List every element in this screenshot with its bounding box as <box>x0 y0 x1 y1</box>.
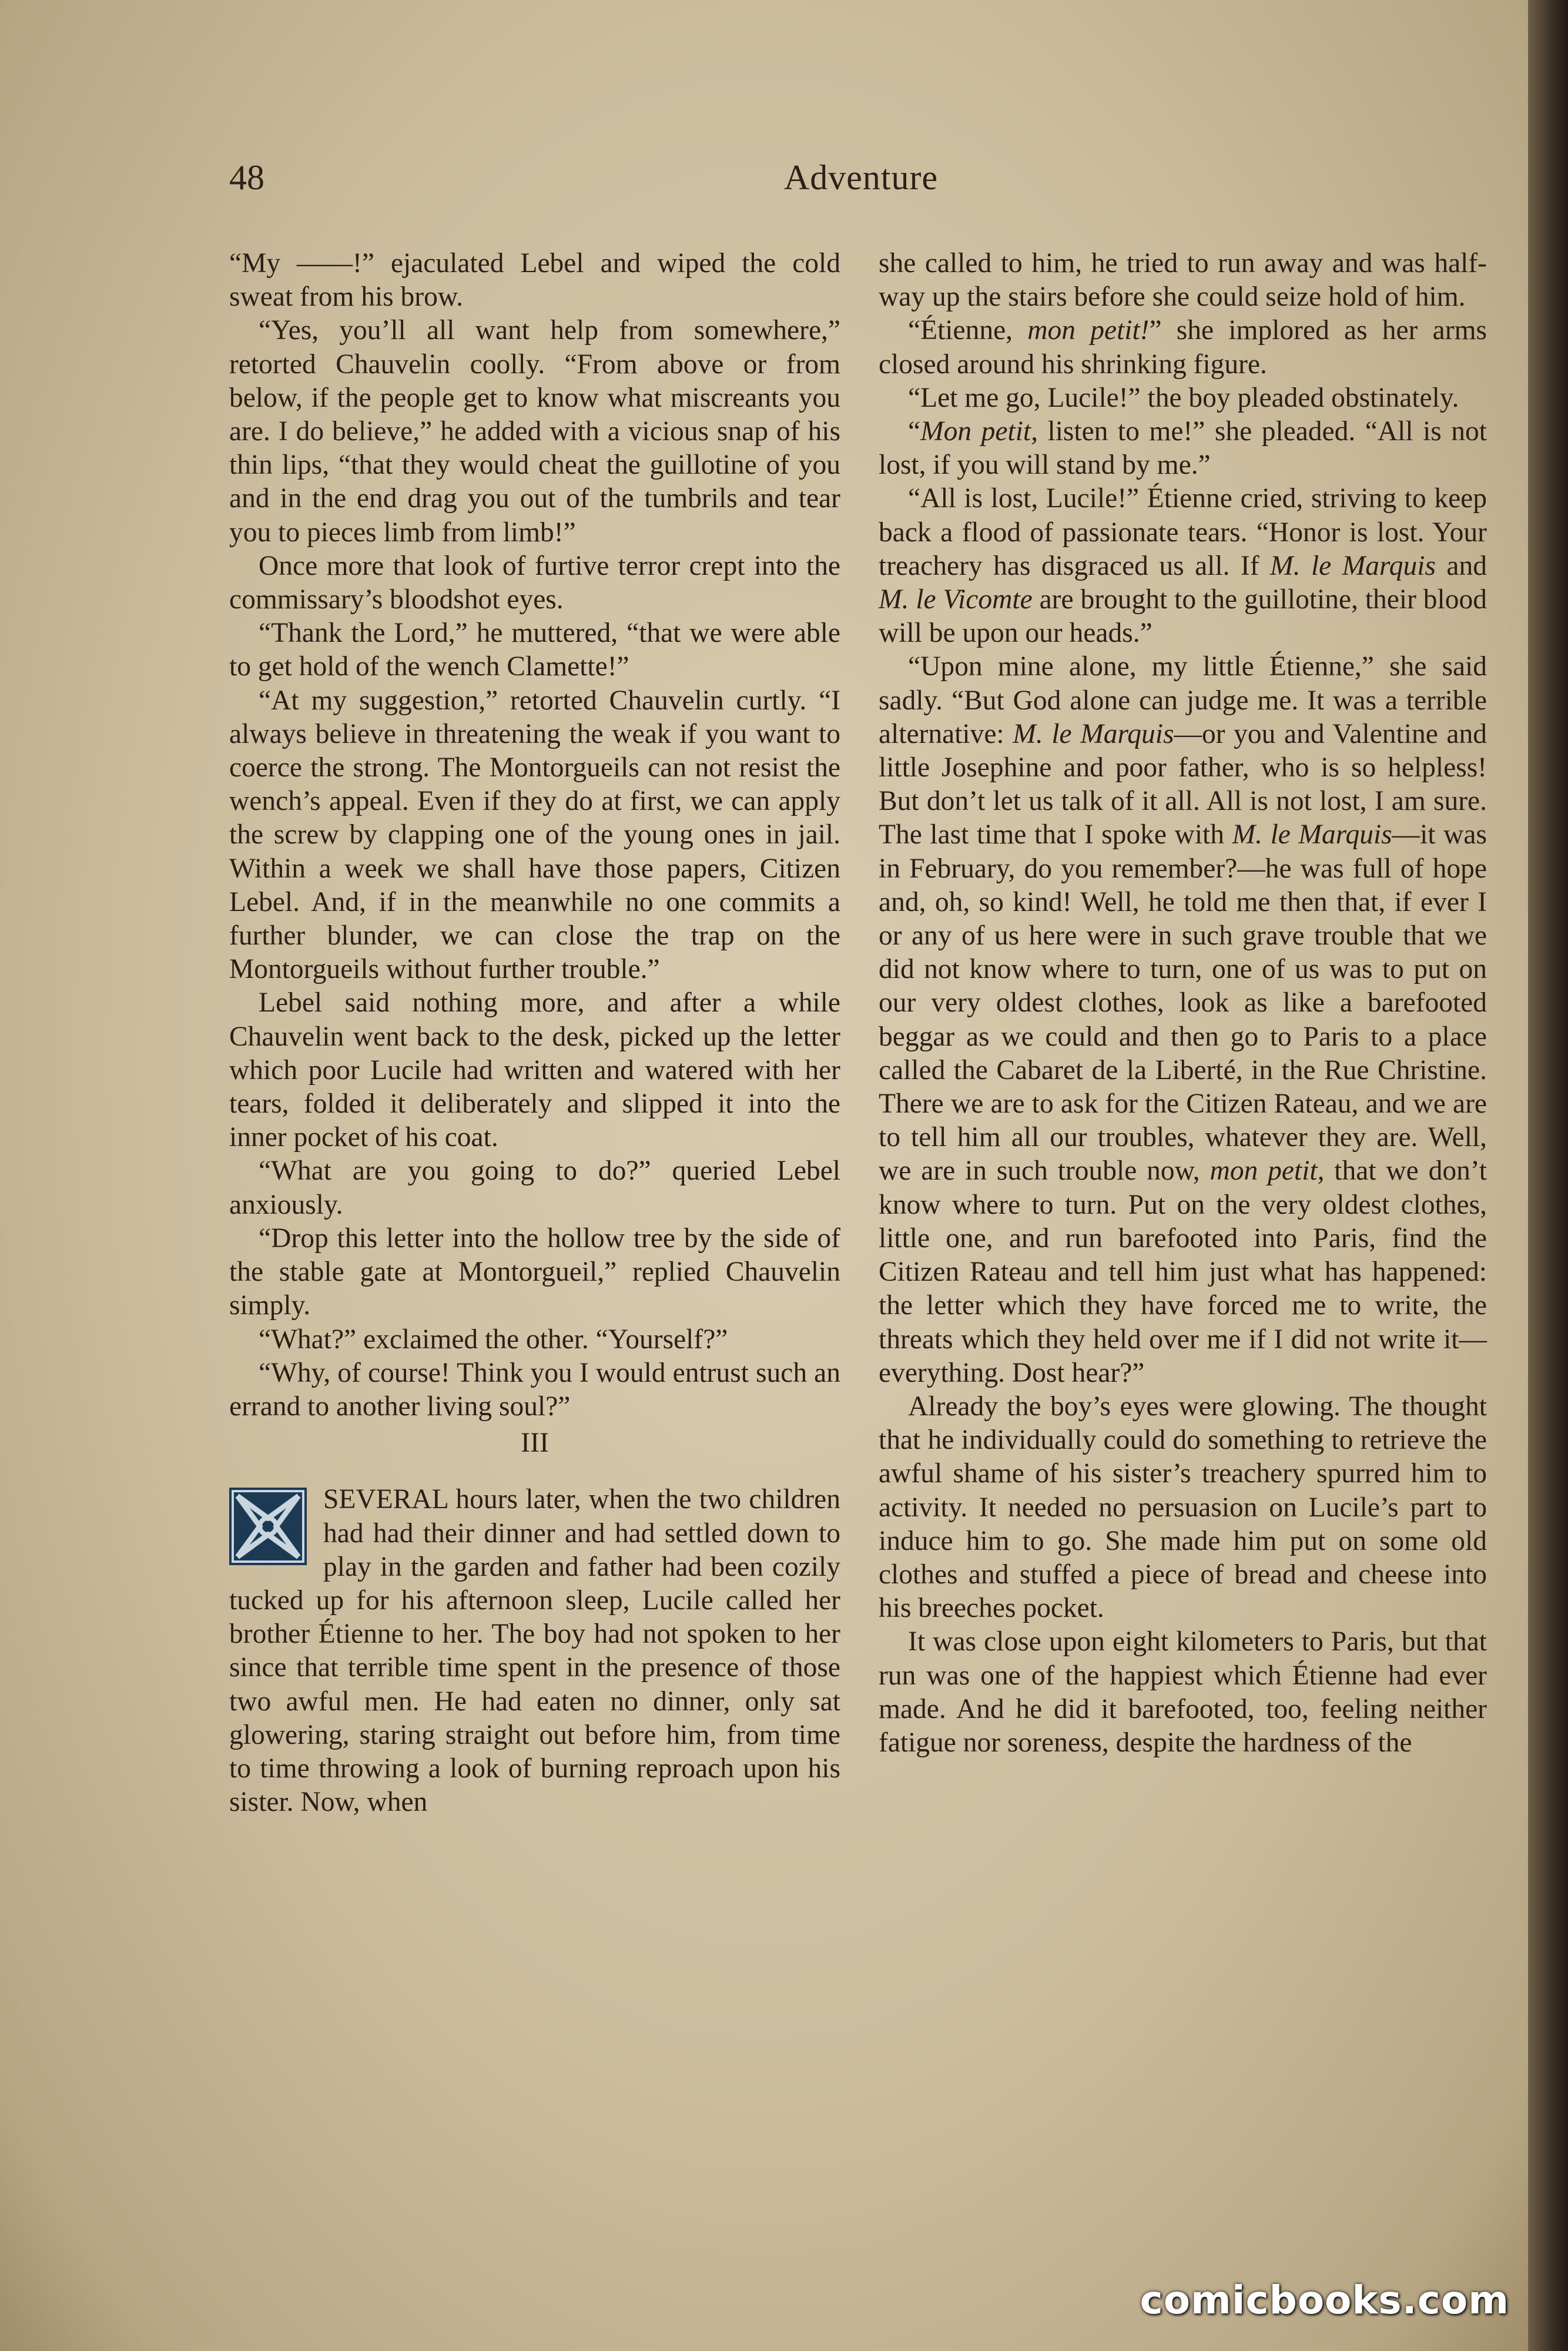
text-run: —it was in February, do you remember?—he was full of hope and, oh, so kind! Well, he told me then that, if ever I or any of us here were in such grave trouble that we did not know where to turn, one of us was to put on our very oldest clothes, look as like a barefooted beggar as we could and then go to Paris to a place called the Cabaret de la Liberté, in the Rue Christine. There we are to ask for the Citizen Rateau, and we are to tell him all our troubles, whatever they are. Well, we are in such trouble now, <box>879 819 1487 1187</box>
page-header <box>229 158 1493 222</box>
italic-text: mon petit! <box>1027 315 1150 346</box>
ornamental-initial-icon <box>229 1488 307 1565</box>
paragraph <box>879 314 1487 381</box>
italic-text: M. le Vicomte <box>879 584 1033 615</box>
section-heading: III <box>521 1427 549 1459</box>
text-run: —or you and Valentine and little Josephine and poor father, who is so helpless! But don’t let us talk of it all. All is not lost, I am sure. The last time that I spoke with <box>879 718 1487 850</box>
text-run: and <box>1435 550 1487 581</box>
binding-spine <box>1528 0 1568 2351</box>
paragraph: “Drop this letter into the hollow tree by the side of the stable gate at Montorgueil,” replied Chauvelin simply. <box>229 1223 840 1321</box>
page-number: 48 <box>229 158 264 197</box>
text-run: listen to me!” she pleaded. “All is not lost, if you will stand by me.” <box>879 416 1487 481</box>
italic-text: mon petit, <box>1209 1156 1325 1187</box>
paragraph <box>879 482 1487 650</box>
paragraph: “My ——!” ejaculated Lebel and wiped the cold sweat from his brow. <box>229 248 840 313</box>
italic-text: M. le Marquis <box>1270 550 1436 581</box>
paragraph <box>879 415 1487 482</box>
paragraph: she called to him, he tried to run away and was half-way up the stairs before she could seize hold of him. <box>879 248 1487 313</box>
section-opening-text: hours later, when the two children had had their dinner and had settled down to play in the garden and father had been cozily tucked up for his afternoon sleep, Lucile called her brother Étienne to her. The boy had not spoken to her since that terrible time spent in the presence of those two awful men. He had eaten no dinner, only sat glowering, staring straight out before him, from time to time throwing a look of burning reproach upon his sister. Now, when <box>229 1484 841 1818</box>
paragraph: “At my suggestion,” retorted Chauvelin curtly. “I always believe in threatening the weak if you want to coerce the strong. The Montorgueils can not resist the wench’s appeal. Even if they do at first, we can apply the screw by clapping one of the young ones in jail. Within a week we shall have those papers, Citizen Lebel. And, if in the meanwhile no one commits a further blunder, we can close the trap on the Montorgueils without further trouble.” <box>229 685 840 985</box>
paragraph: “What?” exclaimed the other. “Yourself?” <box>259 1324 728 1355</box>
paragraph: It was close upon eight kilometers to Paris, but that run was one of the happiest which Étienne had ever made. And he did it barefooted, too, feeling neither fatigue nor soreness, despite the hardness of the <box>879 1626 1487 1758</box>
text-run: that we don’t know where to turn. Put on the very oldest clothes, little one, and run barefooted into Paris, find the Citizen Rateau and tell him just what has happened: the letter which they have forced me to write, the threats which they held over me if I did not write it—everything. Dost hear?” <box>879 1156 1487 1388</box>
text-run: are brought to the guillotine, their blood will be upon our heads.” <box>879 584 1487 649</box>
paragraph: “Why, of course! Think you I would entrust such an errand to another living soul?” <box>229 1357 840 1422</box>
paragraph: “Let me go, Lucile!” the boy pleaded obstinately. <box>908 382 1459 413</box>
text-run: “All is lost, Lucile!” Étienne cried, striving to keep back a flood of passionate tears. “Honor is lost. Your treachery has disgraced us all. If <box>879 483 1487 581</box>
italic-text: Mon petit, <box>920 416 1038 447</box>
section-opening <box>229 1483 840 1819</box>
paragraph: Already the boy’s eyes were glowing. The thought that he individually could do something to retrieve the awful shame of his sister’s treachery spurred him to activity. It needed no persuasion on Lucile’s part to induce him to go. She made him put on some old clothes and stuffed a piece of bread and cheese into his breeches pocket. <box>879 1391 1487 1624</box>
running-title: Adventure <box>783 158 939 197</box>
paragraph: “What are you going to do?” queried Lebel anxiously. <box>229 1156 840 1220</box>
section-first-paragraph <box>229 1483 840 1819</box>
paragraph <box>879 650 1487 1389</box>
paragraph: “Thank the Lord,” he muttered, “that we were able to get hold of the wench Clamette!” <box>229 618 840 682</box>
text-run: “Étienne, <box>908 315 1028 346</box>
text-run: ” she implored as her arms closed around his shrinking figure. <box>879 315 1487 380</box>
dropcap-word: SEVERAL <box>323 1484 448 1515</box>
paragraph: Once more that look of furtive terror crept into the commissary’s bloodshot eyes. <box>229 550 840 615</box>
italic-text: M. le Marquis <box>1232 819 1392 850</box>
text-run: “ <box>908 416 921 447</box>
text-run: “Upon mine alone, my little Étienne,” she said sadly. “But God alone can judge me. It was a terrible alternative: <box>879 651 1487 749</box>
right-column <box>879 247 1487 2181</box>
paragraph: Lebel said nothing more, and after a while Chauvelin went back to the desk, picked up the letter which poor Lucile had written and watered with her tears, folded it deliberately and slipped it into the inner pocket of his coat. <box>229 987 840 1153</box>
italic-text: M. le Marquis <box>1013 718 1174 749</box>
paragraph: “Yes, you’ll all want help from somewhere,” retorted Chauvelin coolly. “From above or from below, if the people get to know what miscreants you are. I do believe,” he added with a vicious snap of his thin lips, “that they would cheat the guillotine of you and in the end drag you out of the tumbrils and tear you to pieces limb from limb!” <box>229 315 840 548</box>
watermark: comicbooks.com <box>1140 2278 1509 2323</box>
left-column <box>229 247 840 2181</box>
